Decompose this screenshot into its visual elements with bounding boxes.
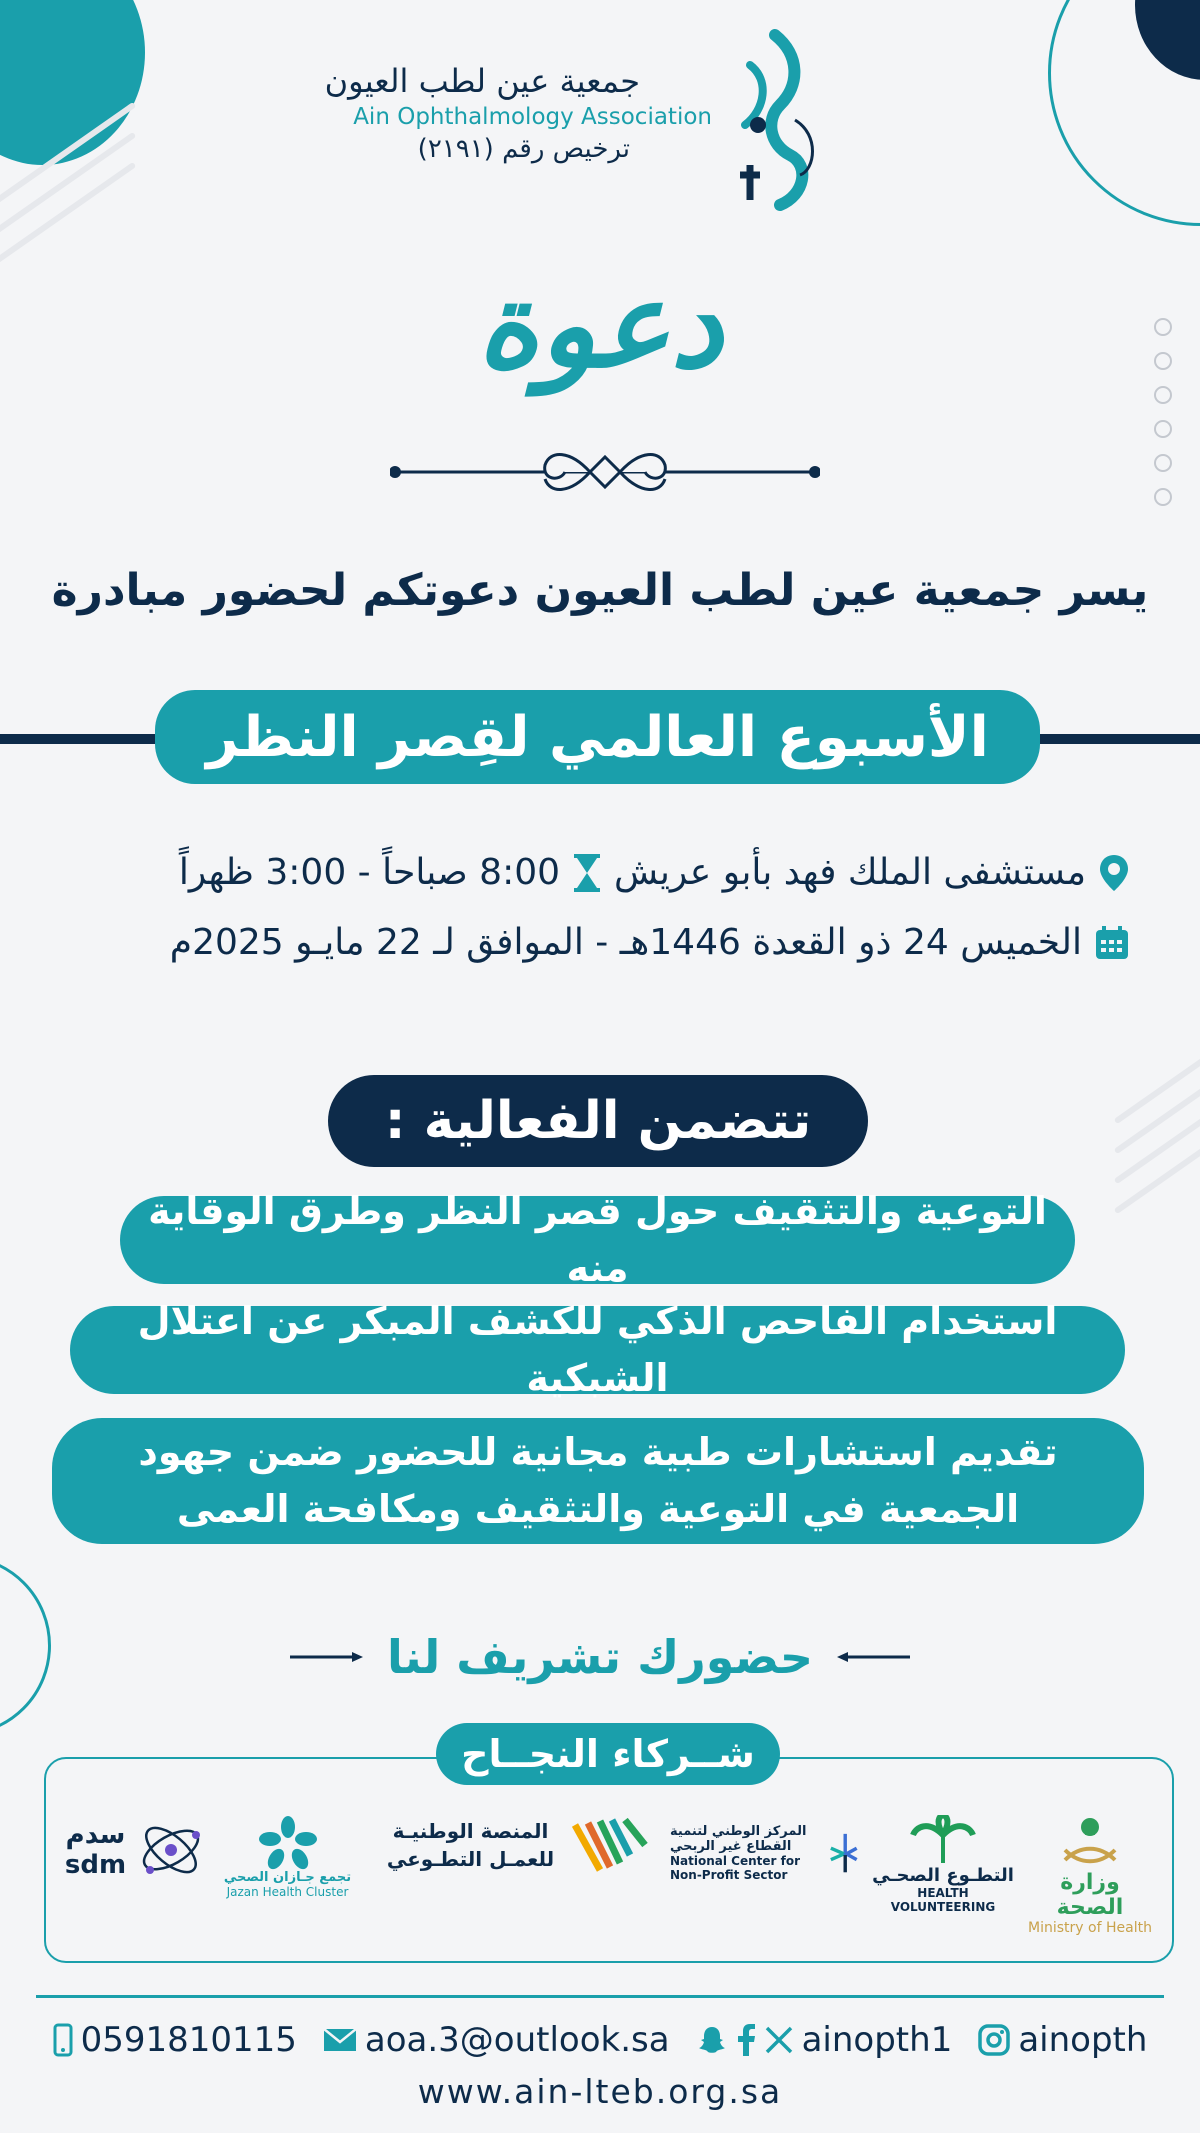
arrows-icon xyxy=(828,1815,860,1890)
event-item: استخدام الفاحص الذكي للكشف المبكر عن اعتلال الشبكية xyxy=(70,1306,1125,1394)
stripes-icon xyxy=(570,1815,650,1875)
partner-label-ar: المركز الوطني لتنمية القطاع غير الربحي xyxy=(670,1823,807,1854)
partner-label-ar: التطـوع الصحـي xyxy=(872,1865,1014,1886)
org-name-english: Ain Ophthalmology Association xyxy=(353,104,712,130)
partner-label-en: Jazan Health Cluster xyxy=(226,1885,349,1899)
partner-label-ar: تجمع جـازان الصحي xyxy=(223,1870,352,1885)
deco-dot xyxy=(1154,454,1172,472)
partner-label-en: sdm xyxy=(64,1850,127,1880)
email-icon xyxy=(323,2028,357,2052)
partner-label-ar: وزارة الصحة xyxy=(1056,1870,1124,1920)
website-link[interactable]: www.ain-lteb.org.sa xyxy=(417,2072,783,2111)
invitation-title: دعوة xyxy=(477,255,723,394)
hourglass-icon xyxy=(572,853,602,893)
event-item: تقديم استشارات طبية مجانية للحضور ضمن جهود الجمعية في التوعية والتثقيف ومكافحة العمى xyxy=(52,1418,1144,1544)
partner-label-ar: المنصة الوطنيـة للعمـل التطـوعي xyxy=(386,1819,555,1871)
social-contact[interactable] xyxy=(696,2020,953,2060)
contact-row xyxy=(0,2020,1200,2060)
partner-health-volunteering xyxy=(868,1815,1018,1914)
facebook-icon xyxy=(736,2024,756,2056)
date-text: الخميس 24 ذو القعدة 1446هـ - الموافق لـ 22 مايـو 2025م xyxy=(169,922,1082,963)
intro-text: يسر جمعية عين لطب العيون دعوتكم لحضور مبادرة xyxy=(51,565,1149,616)
partner-label-ar: سدم xyxy=(65,1820,126,1850)
email-address: aoa.3@outlook.sa xyxy=(364,2020,670,2060)
deco-stripe xyxy=(1114,1022,1200,1124)
social-handle: ainopth1 xyxy=(801,2020,953,2060)
closing-text: حضورك تشريف لنا xyxy=(386,1630,814,1684)
org-name-arabic: جمعية عين لطب العيون xyxy=(324,62,640,100)
phone-contact[interactable] xyxy=(53,2020,297,2060)
star-flower-icon xyxy=(258,1815,318,1870)
instagram-contact[interactable] xyxy=(978,2020,1147,2060)
palm-swords-icon xyxy=(1055,1815,1125,1870)
events-heading: تتضمن الفعالية : xyxy=(328,1075,868,1167)
email-contact[interactable] xyxy=(323,2020,670,2060)
location-text: مستشفى الملك فهد بأبو عريش xyxy=(614,852,1086,893)
partner-national-center-nonprofit xyxy=(670,1815,860,1890)
deco-dot xyxy=(1154,420,1172,438)
partner-volunteer-platform xyxy=(380,1815,655,1875)
partner-label-en: National Center for Non-Profit Sector xyxy=(670,1853,801,1882)
location-pin-icon xyxy=(1098,853,1130,893)
license-number: ترخيص رقم (٢١٩١) xyxy=(417,134,630,164)
x-twitter-icon xyxy=(764,2025,794,2055)
partner-ministry-of-health xyxy=(1025,1815,1155,1936)
time-text: 8:00 صباحاً - 3:00 ظهراً xyxy=(178,852,561,893)
date-row xyxy=(170,922,1130,963)
divider-right-icon xyxy=(835,1651,910,1663)
event-name-banner: الأسبوع العالمي لقِصر النظر xyxy=(155,690,1040,784)
divider-left-icon xyxy=(290,1651,365,1663)
calendar-icon xyxy=(1094,925,1130,961)
partner-jazan-health-cluster xyxy=(220,1815,355,1899)
partner-sdm xyxy=(58,1815,213,1885)
partner-label-en: HEALTH VOLUNTEERING xyxy=(890,1886,996,1914)
palm-icon xyxy=(908,1815,978,1865)
deco-dot xyxy=(1154,488,1172,506)
mobile-phone-icon xyxy=(53,2023,73,2057)
phone-number: 0591810115 xyxy=(80,2020,297,2060)
ornament-divider-icon xyxy=(390,440,820,500)
event-item: التوعية والتثقيف حول قصر النظر وطرق الوقاية منه xyxy=(120,1196,1075,1284)
snapchat-icon xyxy=(696,2024,728,2056)
partners-heading: شــركاء النجــاح xyxy=(436,1723,780,1785)
instagram-handle: ainopth xyxy=(1018,2020,1148,2060)
closing-row xyxy=(0,1630,1200,1684)
association-logo-icon xyxy=(720,25,830,220)
location-time-row xyxy=(179,852,1130,893)
footer-divider xyxy=(36,1995,1164,1998)
orbit-icon xyxy=(136,1815,206,1885)
instagram-icon xyxy=(978,2024,1010,2056)
partner-label-en: Ministry of Health xyxy=(1028,1920,1152,1936)
